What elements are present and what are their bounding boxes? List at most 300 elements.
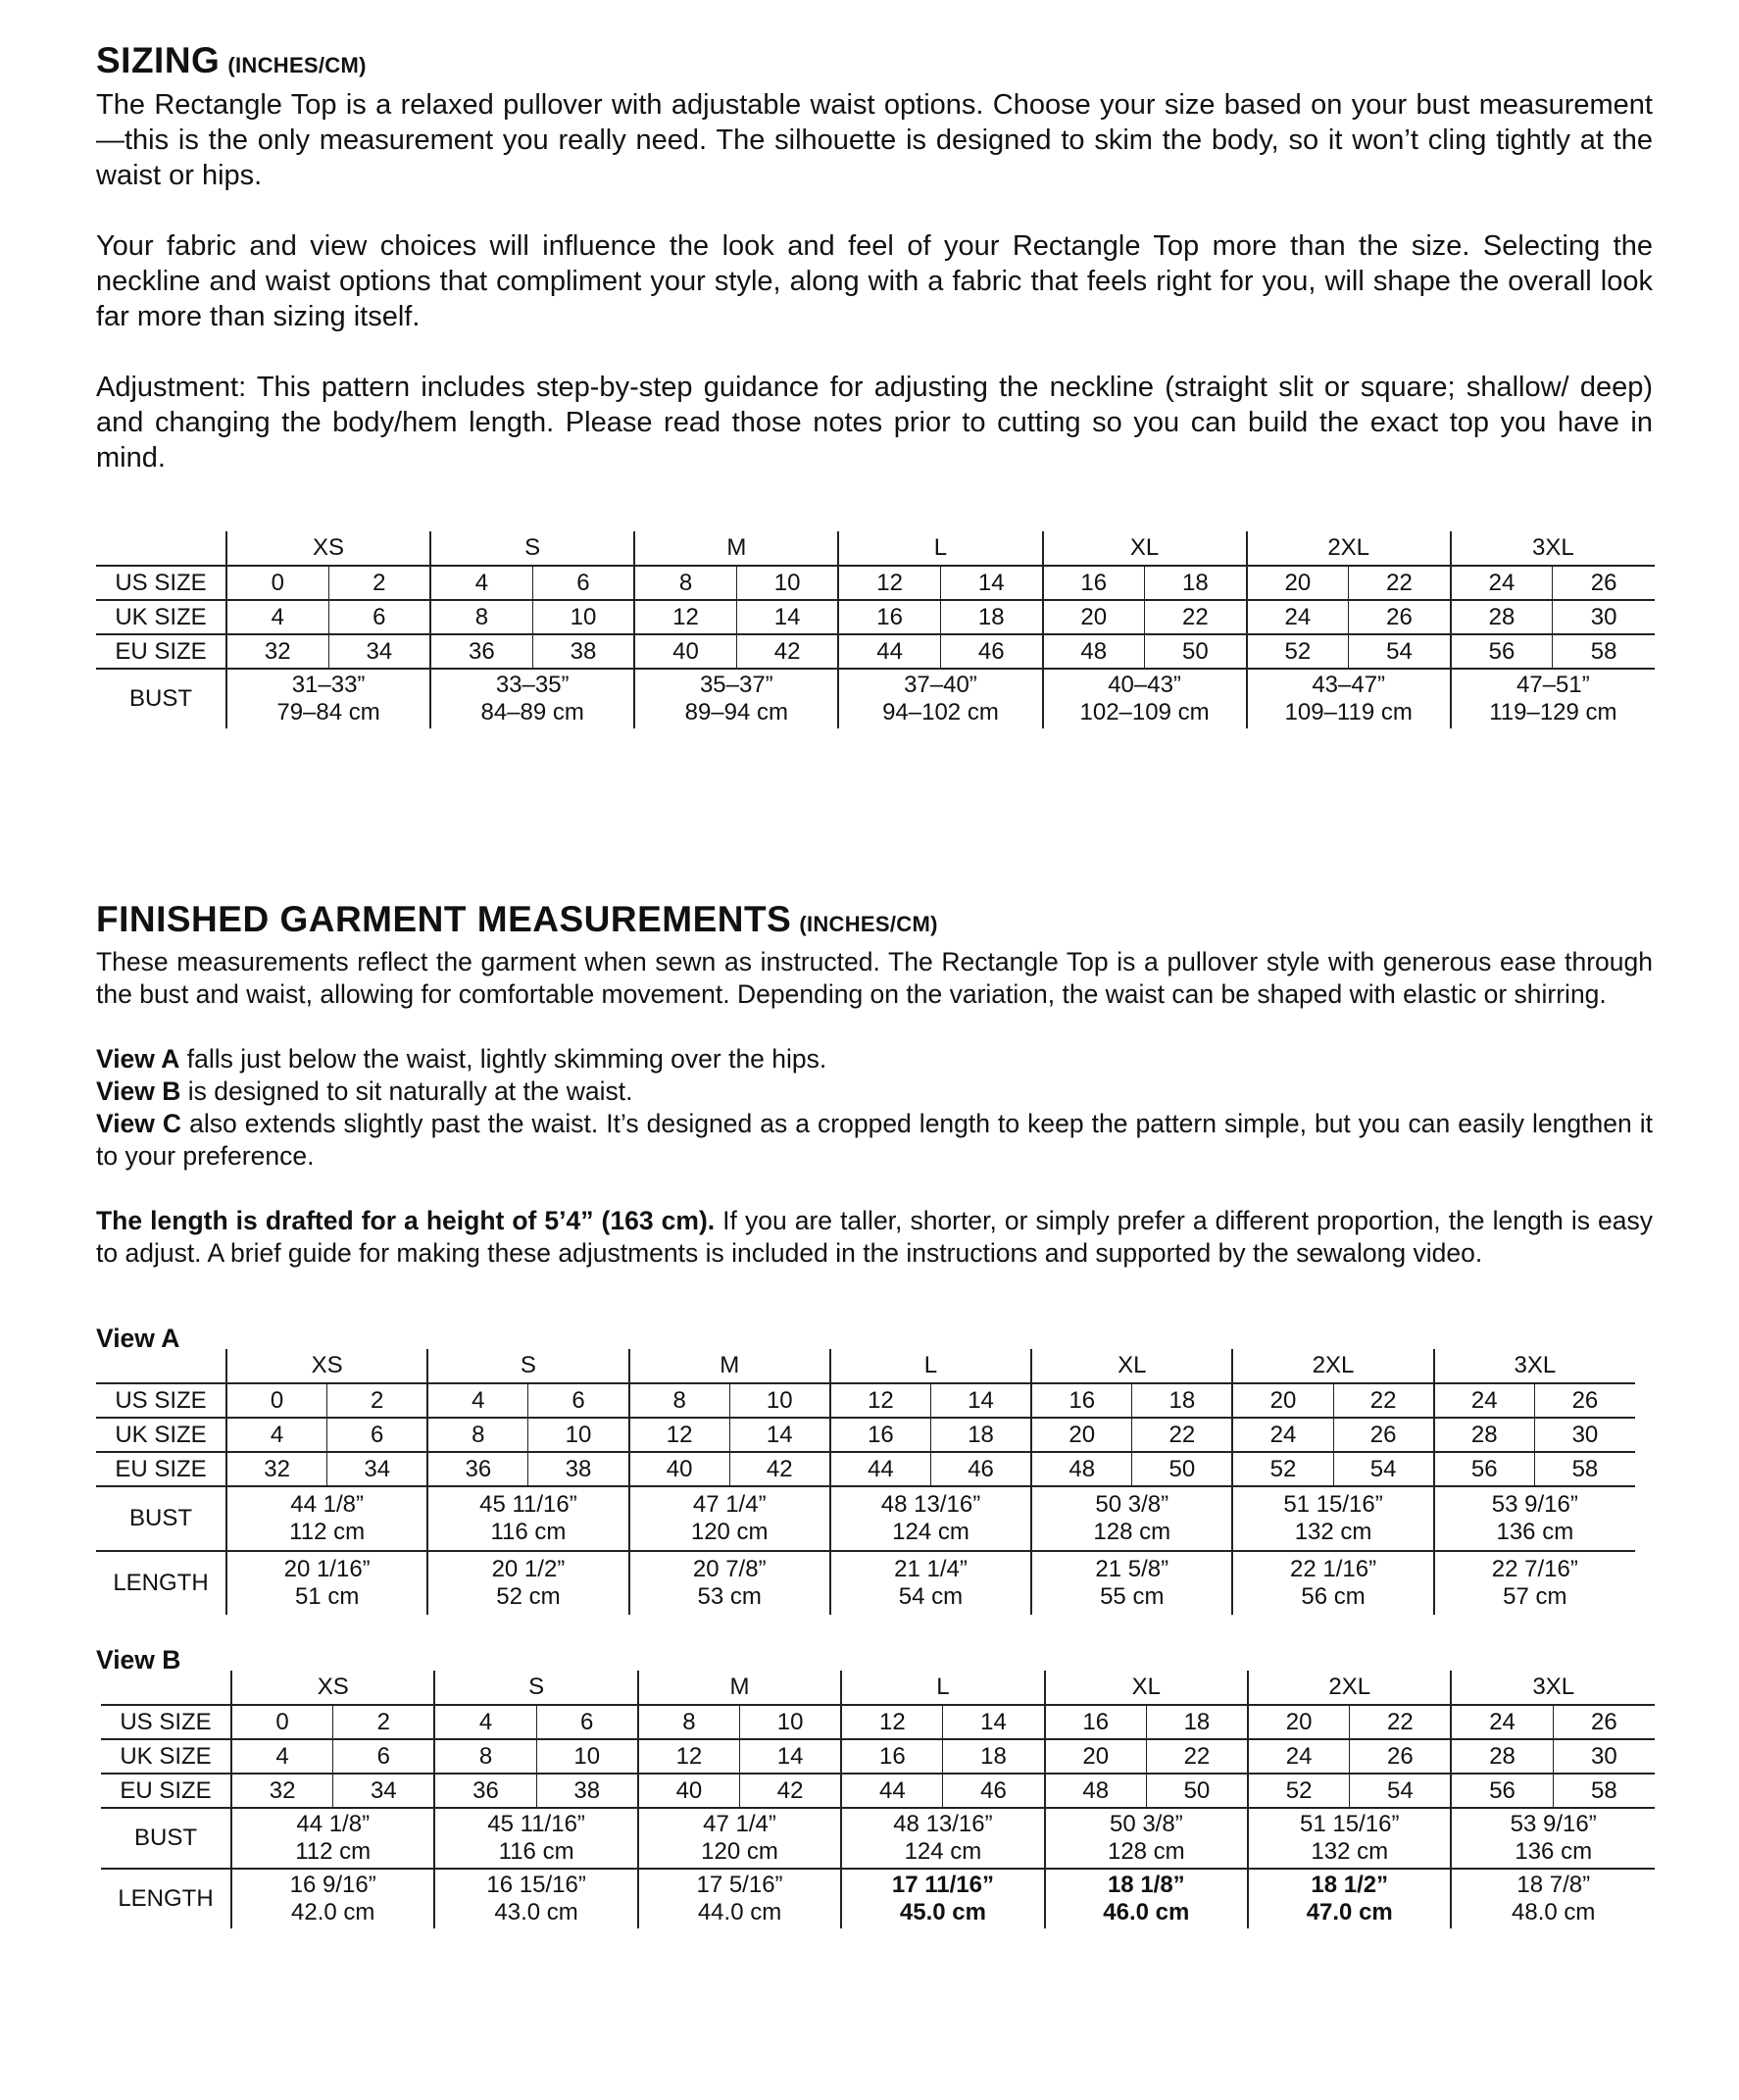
us-size-cell: 8 [629,1383,730,1418]
size-header: 2XL [1248,1671,1451,1705]
size-header: 2XL [1247,531,1451,566]
view-a-table [96,1349,1635,1615]
body-bust-inches: 35–37” [699,672,773,698]
size-header: XS [226,1349,427,1383]
eu-size-cell: 36 [434,1774,536,1808]
view-b-length-cell [434,1869,637,1928]
view-a-length-inches: 20 1/16” [283,1556,371,1582]
body-bust-cell [1043,669,1247,728]
eu-size-cell: 58 [1534,1452,1635,1486]
view-b-bust-cell [434,1808,637,1869]
view-a-length-cm: 55 cm [1100,1583,1165,1610]
us-size-cell: 4 [427,1383,528,1418]
eu-size-cell: 36 [430,634,532,669]
header-blank [96,1349,226,1383]
us-size-cell: 16 [1045,1705,1147,1739]
eu-size-cell: 34 [327,1452,428,1486]
sizing-unit: (INCHES/CM) [227,53,367,77]
eu-size-label: EU SIZE [96,634,226,669]
size-header: L [830,1349,1031,1383]
view-b-bust-cell [1045,1808,1248,1869]
view-a-length-inches: 21 1/4” [894,1556,968,1582]
us-size-cell: 2 [333,1705,435,1739]
body-bust-cell [1451,669,1655,728]
eu-size-cell: 46 [943,1774,1045,1808]
view-b-bust-inches: 44 1/8” [296,1811,371,1837]
us-size-cell: 8 [638,1705,740,1739]
body-bust-cm: 79–84 cm [276,699,380,725]
view-a-length-cell [427,1551,628,1615]
view-b-length-cm: 47.0 cm [1306,1899,1393,1925]
view-b-label: View B [96,1645,181,1675]
eu-size-cell: 32 [226,634,328,669]
view-b-description: View B is designed to sit naturally at the waist. [96,1076,633,1106]
uk-size-cell: 20 [1045,1739,1147,1774]
uk-size-cell: 22 [1146,1739,1248,1774]
eu-size-cell: 56 [1451,1774,1553,1808]
uk-size-cell: 20 [1043,600,1145,634]
us-size-cell: 26 [1553,1705,1655,1739]
view-a-bust-cell [427,1486,628,1551]
size-header: L [838,531,1042,566]
us-size-cell: 14 [930,1383,1031,1418]
view-a-bust-inches: 48 13/16” [880,1491,981,1518]
view-a-bust-cm: 128 cm [1093,1519,1171,1545]
us-size-cell: 4 [430,566,532,600]
view-b-bust-inches: 45 11/16” [487,1811,585,1837]
view-a-length-cell [1434,1551,1635,1615]
uk-size-cell: 12 [629,1418,730,1452]
view-b-length-inches: 16 9/16” [289,1872,376,1898]
size-header: 3XL [1434,1349,1635,1383]
view-a-bust-cm: 116 cm [490,1519,567,1545]
us-size-cell: 22 [1350,1705,1452,1739]
view-b-length-cm: 44.0 cm [697,1899,782,1925]
view-b-bust-cm: 136 cm [1515,1838,1593,1865]
uk-size-cell: 10 [532,600,634,634]
eu-size-cell: 54 [1350,1774,1452,1808]
view-a-label: View A [96,1324,180,1353]
view-b-length-cell [1248,1869,1451,1928]
body-bust-inches: 37–40” [904,672,977,698]
view-a-length-label: LENGTH [113,1570,209,1596]
us-size-cell: 24 [1451,566,1553,600]
size-header: L [841,1671,1044,1705]
view-a-bust-inches: 47 1/4” [692,1491,767,1518]
view-b-bust-cell [841,1808,1044,1869]
view-a-bust-cm: 120 cm [690,1519,769,1545]
eu-size-cell: 54 [1349,634,1451,669]
sizing-paragraph-2: Your fabric and view choices will influence the look and feel of your Rectangle Top more than the size. Selecting the neckline and waist options that compliment your style, along with a fabric that feels right for you, will shape the overall look far more than sizing itself. [96,230,1653,332]
body-bust-cell [430,669,634,728]
view-a-length-cm: 56 cm [1301,1583,1366,1610]
header-blank [96,531,226,566]
view-a-bust-cell [1031,1486,1232,1551]
size-header-row [96,1349,1635,1383]
view-b-length-cm: 43.0 cm [494,1899,578,1925]
us-size-row [96,566,1655,600]
view-a-length-cm: 54 cm [898,1583,964,1610]
body-bust-cell [226,669,430,728]
view-a-bust-inches: 50 3/8” [1095,1491,1169,1518]
eu-size-cell: 50 [1132,1452,1233,1486]
view-b-length-inches: 17 5/16” [696,1872,783,1898]
header-blank [101,1671,231,1705]
view-descriptions [96,1043,1653,1173]
body-bust-cm: 89–94 cm [684,699,789,725]
size-header: M [634,531,838,566]
view-b-bust-inches: 53 9/16” [1510,1811,1597,1837]
us-size-label: US SIZE [96,1383,226,1418]
view-a-length-cm: 51 cm [294,1583,360,1610]
uk-size-label: UK SIZE [96,600,226,634]
uk-size-cell: 28 [1434,1418,1535,1452]
us-size-cell: 0 [226,1383,327,1418]
view-b-bust-cm: 132 cm [1311,1838,1389,1865]
view-b-length-inches: 17 11/16” [891,1872,994,1898]
view-a-length-cell [1232,1551,1433,1615]
eu-size-cell: 46 [940,634,1042,669]
uk-size-cell: 24 [1232,1418,1333,1452]
view-a-length-cm: 52 cm [496,1583,561,1610]
eu-size-cell: 36 [427,1452,528,1486]
view-a-bust-inches: 45 11/16” [479,1491,577,1518]
eu-size-label: EU SIZE [96,1452,226,1486]
us-size-cell: 26 [1534,1383,1635,1418]
view-b-bust-cell [1451,1808,1655,1869]
eu-size-cell: 52 [1232,1452,1333,1486]
eu-size-cell: 42 [740,1774,842,1808]
view-b-length-cell [1045,1869,1248,1928]
view-b-bust-cm: 124 cm [904,1838,982,1865]
uk-size-cell: 28 [1451,600,1553,634]
eu-size-cell: 50 [1146,1774,1248,1808]
body-bust-inches: 40–43” [1108,672,1181,698]
us-size-cell: 14 [940,566,1042,600]
body-bust-cm: 109–119 cm [1284,699,1413,725]
uk-size-label: UK SIZE [96,1418,226,1452]
view-b-length-cell [231,1869,434,1928]
us-size-cell: 6 [528,1383,629,1418]
size-header: XL [1045,1671,1248,1705]
size-header: S [430,531,634,566]
eu-size-cell: 44 [841,1774,943,1808]
view-a-length-cm: 57 cm [1503,1583,1567,1610]
eu-size-cell: 54 [1333,1452,1434,1486]
body-size-table [96,531,1655,728]
body-bust-cm: 94–102 cm [882,699,999,725]
view-b-bust-cm: 112 cm [295,1838,372,1865]
view-c-description: View C also extends slightly past the waist. It’s designed as a cropped length to keep the pattern simple, but you can easily lengthen it to your preference. [96,1109,1654,1171]
view-a-bust-inches: 44 1/8” [290,1491,364,1518]
size-header: XL [1031,1349,1232,1383]
uk-size-cell: 22 [1145,600,1247,634]
us-size-cell: 12 [830,1383,931,1418]
uk-size-row [96,600,1655,634]
view-a-length-inches: 22 1/16” [1290,1556,1377,1582]
sizing-section [96,39,1653,475]
eu-size-cell: 48 [1043,634,1145,669]
eu-size-label: EU SIZE [101,1774,231,1808]
view-b-bust-cm: 116 cm [498,1838,574,1865]
view-b-length-label: LENGTH [118,1885,214,1912]
view-a-length-inches: 21 5/8” [1095,1556,1169,1582]
view-a-description: View A falls just below the waist, lightly skimming over the hips. [96,1044,827,1074]
us-size-cell: 18 [1145,566,1247,600]
us-size-row [101,1705,1655,1739]
uk-size-cell: 26 [1349,600,1451,634]
view-b-bust-inches: 48 13/16” [893,1811,993,1837]
eu-size-cell: 34 [328,634,430,669]
size-header-row [101,1671,1655,1705]
uk-size-cell: 14 [729,1418,830,1452]
uk-size-cell: 18 [940,600,1042,634]
view-a-bust-label: BUST [96,1486,226,1551]
uk-size-cell: 24 [1248,1739,1350,1774]
length-note: The length is drafted for a height of 5’4” (163 cm). If you are taller, shorter, or simply prefer a different proportion, the length is easy to adjust. A brief guide for making these adjustments is included in the instructions and supported by the sewalong video. [96,1206,1653,1268]
view-b-bust-label: BUST [101,1808,231,1869]
view-b-length-inches: 18 7/8” [1516,1872,1591,1898]
view-b-length-cm: 45.0 cm [899,1899,986,1925]
size-header: M [629,1349,830,1383]
eu-size-cell: 34 [333,1774,435,1808]
view-a-length-inches: 22 7/16” [1491,1556,1578,1582]
uk-size-row [101,1739,1655,1774]
view-a-bust-inches: 53 9/16” [1491,1491,1578,1518]
eu-size-cell: 44 [830,1452,931,1486]
view-a-bust-cm: 112 cm [289,1519,366,1545]
us-size-cell: 22 [1333,1383,1434,1418]
size-header: XS [231,1671,434,1705]
view-a-bust-cell [1434,1486,1635,1551]
eu-size-cell: 32 [226,1452,327,1486]
us-size-cell: 20 [1248,1705,1350,1739]
uk-size-cell: 30 [1553,1739,1655,1774]
us-size-cell: 16 [1043,566,1145,600]
body-bust-cell [1247,669,1451,728]
view-b-length-row [101,1869,1655,1928]
uk-size-cell: 10 [536,1739,638,1774]
eu-size-cell: 52 [1248,1774,1350,1808]
eu-size-cell: 46 [930,1452,1031,1486]
uk-size-cell: 12 [634,600,736,634]
sizing-paragraph-1: The Rectangle Top is a relaxed pullover with adjustable waist options. Choose your size based on your bust measurement—this is the only measurement you really need. The silhouette is designed to skim the body, so it won’t cling tightly at the waist or hips. [96,89,1653,191]
body-bust-cm: 119–129 cm [1489,699,1617,725]
uk-size-cell: 14 [736,600,838,634]
view-b-length-cell [1451,1869,1655,1928]
eu-size-cell: 42 [729,1452,830,1486]
size-header: M [638,1671,841,1705]
us-size-label: US SIZE [96,566,226,600]
view-a-length-inches: 20 1/2” [491,1556,566,1582]
us-size-cell: 26 [1553,566,1655,600]
finished-title: FINISHED GARMENT MEASUREMENTS (INCHES/CM) [96,899,938,939]
uk-size-cell: 12 [638,1739,740,1774]
uk-size-cell: 30 [1534,1418,1635,1452]
us-size-cell: 10 [736,566,838,600]
us-size-cell: 4 [434,1705,536,1739]
body-bust-inches: 43–47” [1312,672,1386,698]
eu-size-cell: 40 [634,634,736,669]
us-size-cell: 0 [226,566,328,600]
view-a-bust-cell [629,1486,830,1551]
uk-size-cell: 18 [943,1739,1045,1774]
us-size-cell: 2 [327,1383,428,1418]
uk-size-cell: 30 [1553,600,1655,634]
eu-size-cell: 56 [1451,634,1553,669]
finished-unit: (INCHES/CM) [799,912,938,936]
view-b-bust-cell [231,1808,434,1869]
us-size-cell: 10 [729,1383,830,1418]
body-bust-inches: 47–51” [1516,672,1590,698]
uk-size-cell: 16 [830,1418,931,1452]
eu-size-cell: 58 [1553,634,1655,669]
view-a-length-cm: 53 cm [697,1583,762,1610]
uk-size-cell: 8 [427,1418,528,1452]
view-a-bust-row [96,1486,1635,1551]
size-header: XS [226,531,430,566]
view-a-length-inches: 20 7/8” [692,1556,767,1582]
us-size-cell: 6 [536,1705,638,1739]
us-size-cell: 20 [1232,1383,1333,1418]
sizing-paragraph-3: Adjustment: This pattern includes step-by-step guidance for adjusting the neckline (straight slit or square; shallow/ deep) and changing the body/hem length. Please read those notes prior to cutting so you can build the exact top you have in mind. [96,372,1653,474]
view-b-length-cell [841,1869,1044,1928]
uk-size-cell: 8 [430,600,532,634]
view-b-bust-cm: 128 cm [1107,1838,1185,1865]
us-size-cell: 16 [1031,1383,1132,1418]
eu-size-cell: 58 [1553,1774,1655,1808]
eu-size-cell: 50 [1145,634,1247,669]
uk-size-cell: 24 [1247,600,1349,634]
uk-size-cell: 4 [226,1418,327,1452]
us-size-cell: 8 [634,566,736,600]
us-size-cell: 18 [1132,1383,1233,1418]
size-header: XL [1043,531,1247,566]
uk-size-cell: 8 [434,1739,536,1774]
view-b-length-inches: 18 1/8” [1107,1872,1185,1898]
us-size-label: US SIZE [101,1705,231,1739]
us-size-cell: 2 [328,566,430,600]
uk-size-cell: 26 [1333,1418,1434,1452]
body-bust-label: BUST [128,685,192,712]
uk-size-cell: 16 [838,600,940,634]
view-a-bust-cell [226,1486,427,1551]
us-size-cell: 0 [231,1705,333,1739]
uk-size-label: UK SIZE [101,1739,231,1774]
us-size-cell: 12 [841,1705,943,1739]
view-b-bust-cell [638,1808,841,1869]
view-a-length-cell [629,1551,830,1615]
view-a-length-row [96,1551,1635,1615]
uk-size-cell: 6 [328,600,430,634]
uk-size-cell: 6 [333,1739,435,1774]
view-b-bust-row [101,1808,1655,1869]
view-b-length-cm: 48.0 cm [1512,1899,1596,1925]
view-b-length-cell [638,1869,841,1928]
eu-size-cell: 44 [838,634,940,669]
uk-size-cell: 28 [1451,1739,1553,1774]
body-bust-cell [838,669,1042,728]
uk-size-cell: 18 [930,1418,1031,1452]
eu-size-cell: 52 [1247,634,1349,669]
uk-size-row [96,1418,1635,1452]
uk-size-cell: 6 [327,1418,428,1452]
view-b-bust-inches: 47 1/4” [703,1811,776,1837]
uk-size-cell: 26 [1350,1739,1452,1774]
view-a-bust-inches: 51 15/16” [1283,1491,1383,1518]
view-b-length-cm: 46.0 cm [1103,1899,1190,1925]
uk-size-cell: 4 [226,600,328,634]
view-a-bust-cm: 132 cm [1294,1519,1372,1545]
view-b-length-cm: 42.0 cm [291,1899,375,1925]
view-a-length-cell [830,1551,1031,1615]
eu-size-cell: 48 [1045,1774,1147,1808]
size-header: 3XL [1451,531,1655,566]
uk-size-cell: 16 [841,1739,943,1774]
eu-size-cell: 32 [231,1774,333,1808]
body-bust-inches: 31–33” [291,672,366,698]
us-size-cell: 24 [1451,1705,1553,1739]
view-a-bust-cell [1232,1486,1433,1551]
us-size-row [96,1383,1635,1418]
size-header: 2XL [1232,1349,1433,1383]
body-bust-cell [634,669,838,728]
body-bust-cm: 84–89 cm [480,699,584,725]
eu-size-cell: 40 [638,1774,740,1808]
size-header: S [434,1671,637,1705]
uk-size-cell: 10 [528,1418,629,1452]
eu-size-cell: 40 [629,1452,730,1486]
body-bust-cm: 102–109 cm [1079,699,1210,725]
us-size-cell: 6 [532,566,634,600]
uk-size-cell: 20 [1031,1418,1132,1452]
eu-size-cell: 56 [1434,1452,1535,1486]
size-header-row [96,531,1655,566]
view-a-bust-cm: 124 cm [892,1519,969,1545]
view-b-bust-inches: 51 15/16” [1300,1811,1400,1837]
eu-size-cell: 48 [1031,1452,1132,1486]
uk-size-cell: 4 [231,1739,333,1774]
view-a-bust-cm: 136 cm [1496,1519,1574,1545]
view-b-length-inches: 18 1/2” [1311,1872,1389,1898]
us-size-cell: 12 [838,566,940,600]
us-size-cell: 18 [1146,1705,1248,1739]
eu-size-cell: 38 [528,1452,629,1486]
view-b-table [101,1671,1655,1928]
body-bust-row [96,669,1655,728]
eu-size-row [96,634,1655,669]
us-size-cell: 20 [1247,566,1349,600]
uk-size-cell: 14 [740,1739,842,1774]
finished-intro: These measurements reflect the garment when sewn as instructed. The Rectangle Top is a pullover style with generous ease through the bust and waist, allowing for comfortable movement. Depending on the variation, the waist can be shaped with elastic or shirring. [96,947,1653,1009]
eu-size-row [101,1774,1655,1808]
view-b-bust-cell [1248,1808,1451,1869]
view-b-bust-inches: 50 3/8” [1109,1811,1183,1837]
size-header: 3XL [1451,1671,1655,1705]
view-b-length-inches: 16 15/16” [486,1872,586,1898]
eu-size-cell: 42 [736,634,838,669]
view-a-length-cell [226,1551,427,1615]
us-size-cell: 22 [1349,566,1451,600]
us-size-cell: 24 [1434,1383,1535,1418]
eu-size-cell: 38 [532,634,634,669]
eu-size-row [96,1452,1635,1486]
us-size-cell: 14 [943,1705,1045,1739]
size-header: S [427,1349,628,1383]
us-size-cell: 10 [740,1705,842,1739]
body-bust-inches: 33–35” [495,672,570,698]
sizing-title: SIZING (INCHES/CM) [96,40,367,80]
